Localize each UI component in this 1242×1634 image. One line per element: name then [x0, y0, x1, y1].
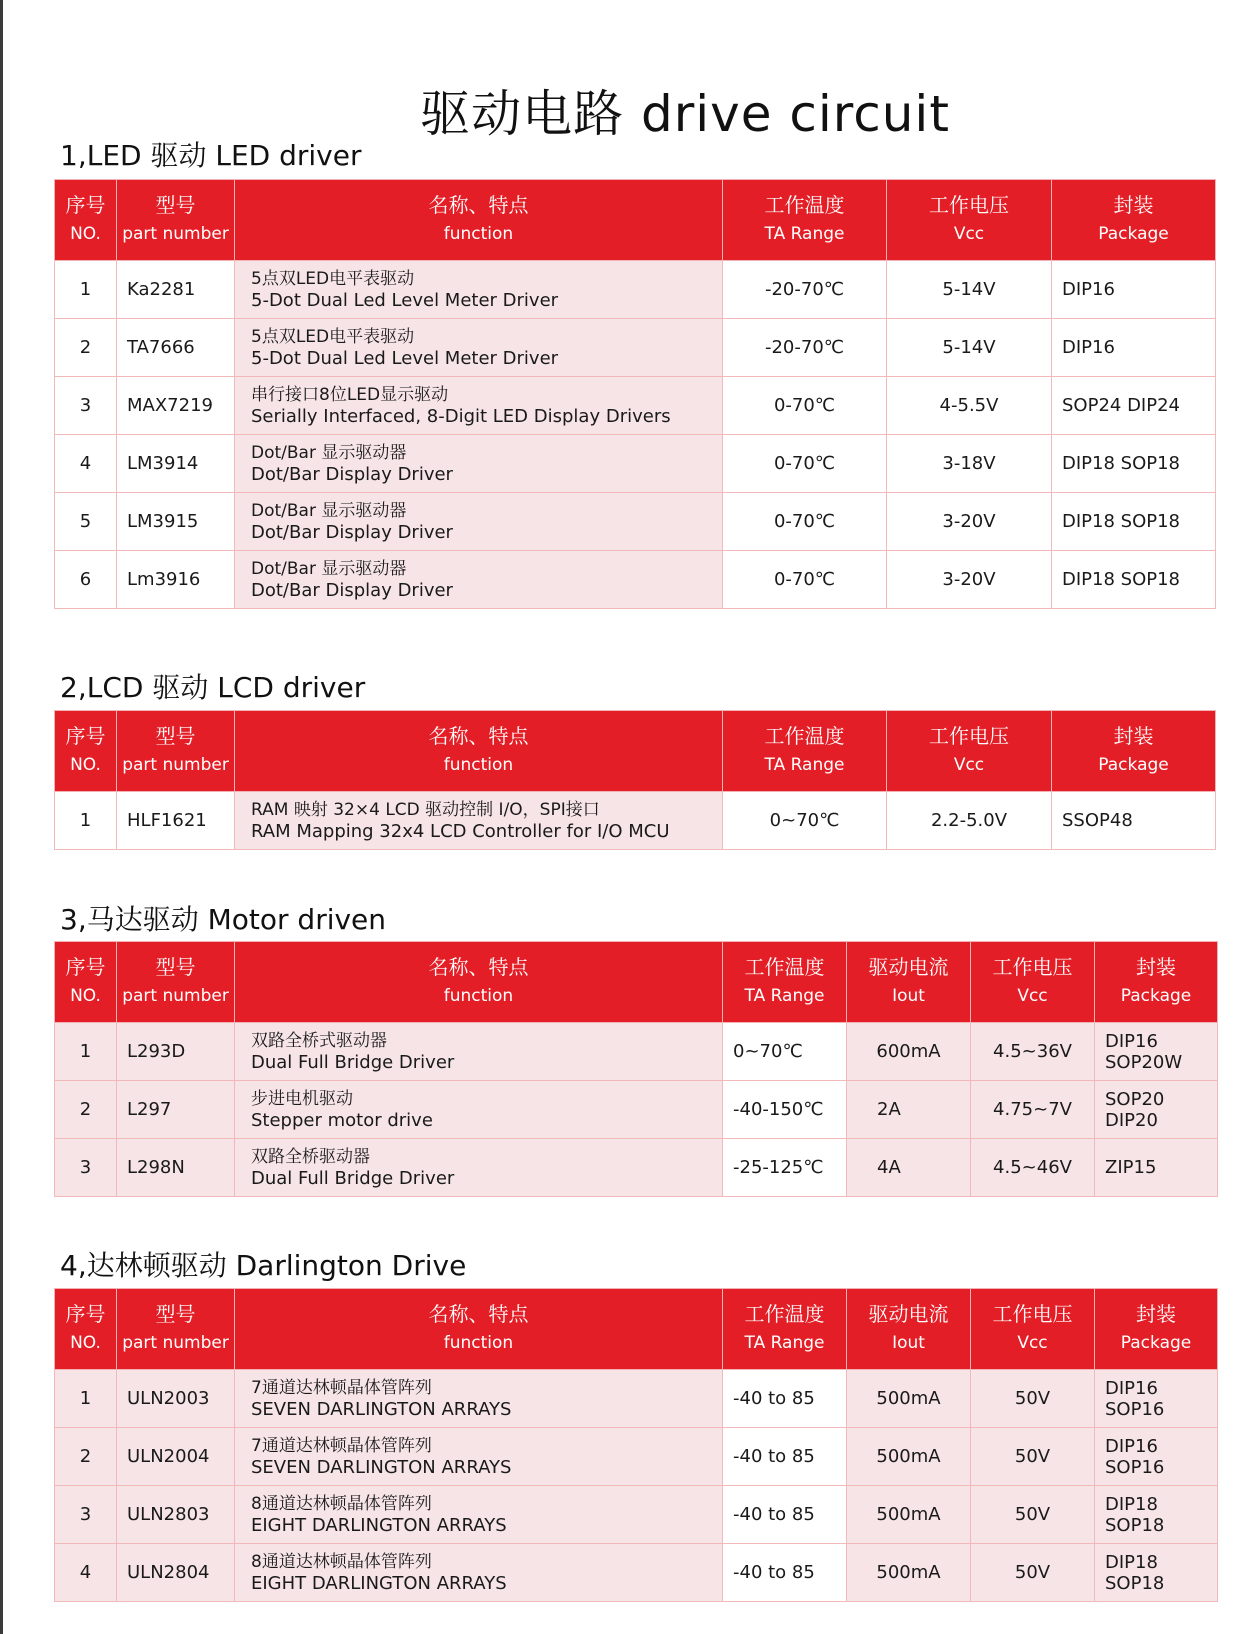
- header-temperature: 工作温度 TA Range: [723, 711, 887, 792]
- motor-driver-table: [54, 941, 1218, 1197]
- header-part-number: 型号 part number: [117, 942, 235, 1023]
- header-function: 名称、特点 function: [235, 180, 723, 261]
- header-current: 驱动电流 Iout: [847, 942, 971, 1023]
- header-no: 序号 NO.: [55, 711, 117, 792]
- header-no: 序号 NO.: [55, 1289, 117, 1370]
- section-title-motor: 3,马达驱动 Motor driven: [60, 903, 387, 936]
- header-current: 驱动电流 Iout: [847, 1289, 971, 1370]
- header-no: 序号 NO.: [55, 180, 117, 261]
- table-row: 1 L293D 双路全桥式驱动器 Dual Full Bridge Driver 0~70℃ 600mA 4.5~36V DIP16 SOP20W: [55, 1023, 1218, 1081]
- table-row: 1 HLF1621 RAM 映射 32×4 LCD 驱动控制 I/O，SPI接口 RAM Mapping 32x4 LCD Controller for I/O MCU 0~70℃ 2.2-5.0V SSOP48: [55, 792, 1216, 850]
- table-row: 5 LM3915 Dot/Bar 显示驱动器 Dot/Bar Display Driver 0-70℃ 3-20V DIP18 SOP18: [55, 493, 1216, 551]
- header-temperature: 工作温度 TA Range: [723, 1289, 847, 1370]
- header-temperature: 工作温度 TA Range: [723, 180, 887, 261]
- table-row: 2 ULN2004 7通道达林顿晶体管阵列 SEVEN DARLINGTON ARRAYS -40 to 85 500mA 50V DIP16 SOP16: [55, 1428, 1218, 1486]
- table-row: 2 TA7666 5点双LED电平表驱动 5-Dot Dual Led Level Meter Driver -20-70℃ 5-14V DIP16: [55, 319, 1216, 377]
- section-title-led: 1,LED 驱动 LED driver: [60, 139, 362, 172]
- header-part-number: 型号 part number: [117, 180, 235, 261]
- table-row: 4 LM3914 Dot/Bar 显示驱动器 Dot/Bar Display Driver 0-70℃ 3-18V DIP18 SOP18: [55, 435, 1216, 493]
- header-function: 名称、特点 function: [235, 1289, 723, 1370]
- table-row: 3 ULN2803 8通道达林顿晶体管阵列 EIGHT DARLINGTON ARRAYS -40 to 85 500mA 50V DIP18 SOP18: [55, 1486, 1218, 1544]
- table-row: 3 L298N 双路全桥驱动器 Dual Full Bridge Driver -25-125℃ 4A 4.5~46V ZIP15: [55, 1139, 1218, 1197]
- darlington-driver-table: [54, 1288, 1218, 1602]
- header-voltage: 工作电压 Vcc: [971, 942, 1095, 1023]
- section-title-darlington: 4,达林顿驱动 Darlington Drive: [60, 1249, 467, 1282]
- header-no: 序号 NO.: [55, 942, 117, 1023]
- header-function: 名称、特点 function: [235, 711, 723, 792]
- table-header-row: [55, 942, 1218, 1023]
- page-title: 驱动电路 drive circuit: [420, 84, 950, 143]
- table-row: 1 ULN2003 7通道达林顿晶体管阵列 SEVEN DARLINGTON ARRAYS -40 to 85 500mA 50V DIP16 SOP16: [55, 1370, 1218, 1428]
- lcd-driver-table: [54, 710, 1216, 850]
- table-row: 6 Lm3916 Dot/Bar 显示驱动器 Dot/Bar Display Driver 0-70℃ 3-20V DIP18 SOP18: [55, 551, 1216, 609]
- header-voltage: 工作电压 Vcc: [971, 1289, 1095, 1370]
- header-part-number: 型号 part number: [117, 1289, 235, 1370]
- header-function: 名称、特点 function: [235, 942, 723, 1023]
- header-package: 封装 Package: [1095, 1289, 1218, 1370]
- header-part-number: 型号 part number: [117, 711, 235, 792]
- table-row: 1 Ka2281 5点双LED电平表驱动 5-Dot Dual Led Level Meter Driver -20-70℃ 5-14V DIP16: [55, 261, 1216, 319]
- header-package: 封装 Package: [1052, 180, 1216, 261]
- table-row: 4 ULN2804 8通道达林顿晶体管阵列 EIGHT DARLINGTON ARRAYS -40 to 85 500mA 50V DIP18 SOP18: [55, 1544, 1218, 1602]
- header-temperature: 工作温度 TA Range: [723, 942, 847, 1023]
- section-title-lcd: 2,LCD 驱动 LCD driver: [60, 671, 366, 704]
- led-driver-table: [54, 179, 1216, 609]
- header-package: 封装 Package: [1095, 942, 1218, 1023]
- left-margin-rule: [0, 0, 3, 1634]
- table-row: 2 L297 步进电机驱动 Stepper motor drive -40-150℃ 2A 4.75~7V SOP20 DIP20: [55, 1081, 1218, 1139]
- header-voltage: 工作电压 Vcc: [887, 711, 1052, 792]
- table-header-row: [55, 1289, 1218, 1370]
- header-voltage: 工作电压 Vcc: [887, 180, 1052, 261]
- table-header-row: [55, 711, 1216, 792]
- header-package: 封装 Package: [1052, 711, 1216, 792]
- table-header-row: [55, 180, 1216, 261]
- table-row: 3 MAX7219 串行接口8位LED显示驱动 Serially Interfaced, 8-Digit LED Display Drivers 0-70℃ 4-5.5V SOP24 DIP24: [55, 377, 1216, 435]
